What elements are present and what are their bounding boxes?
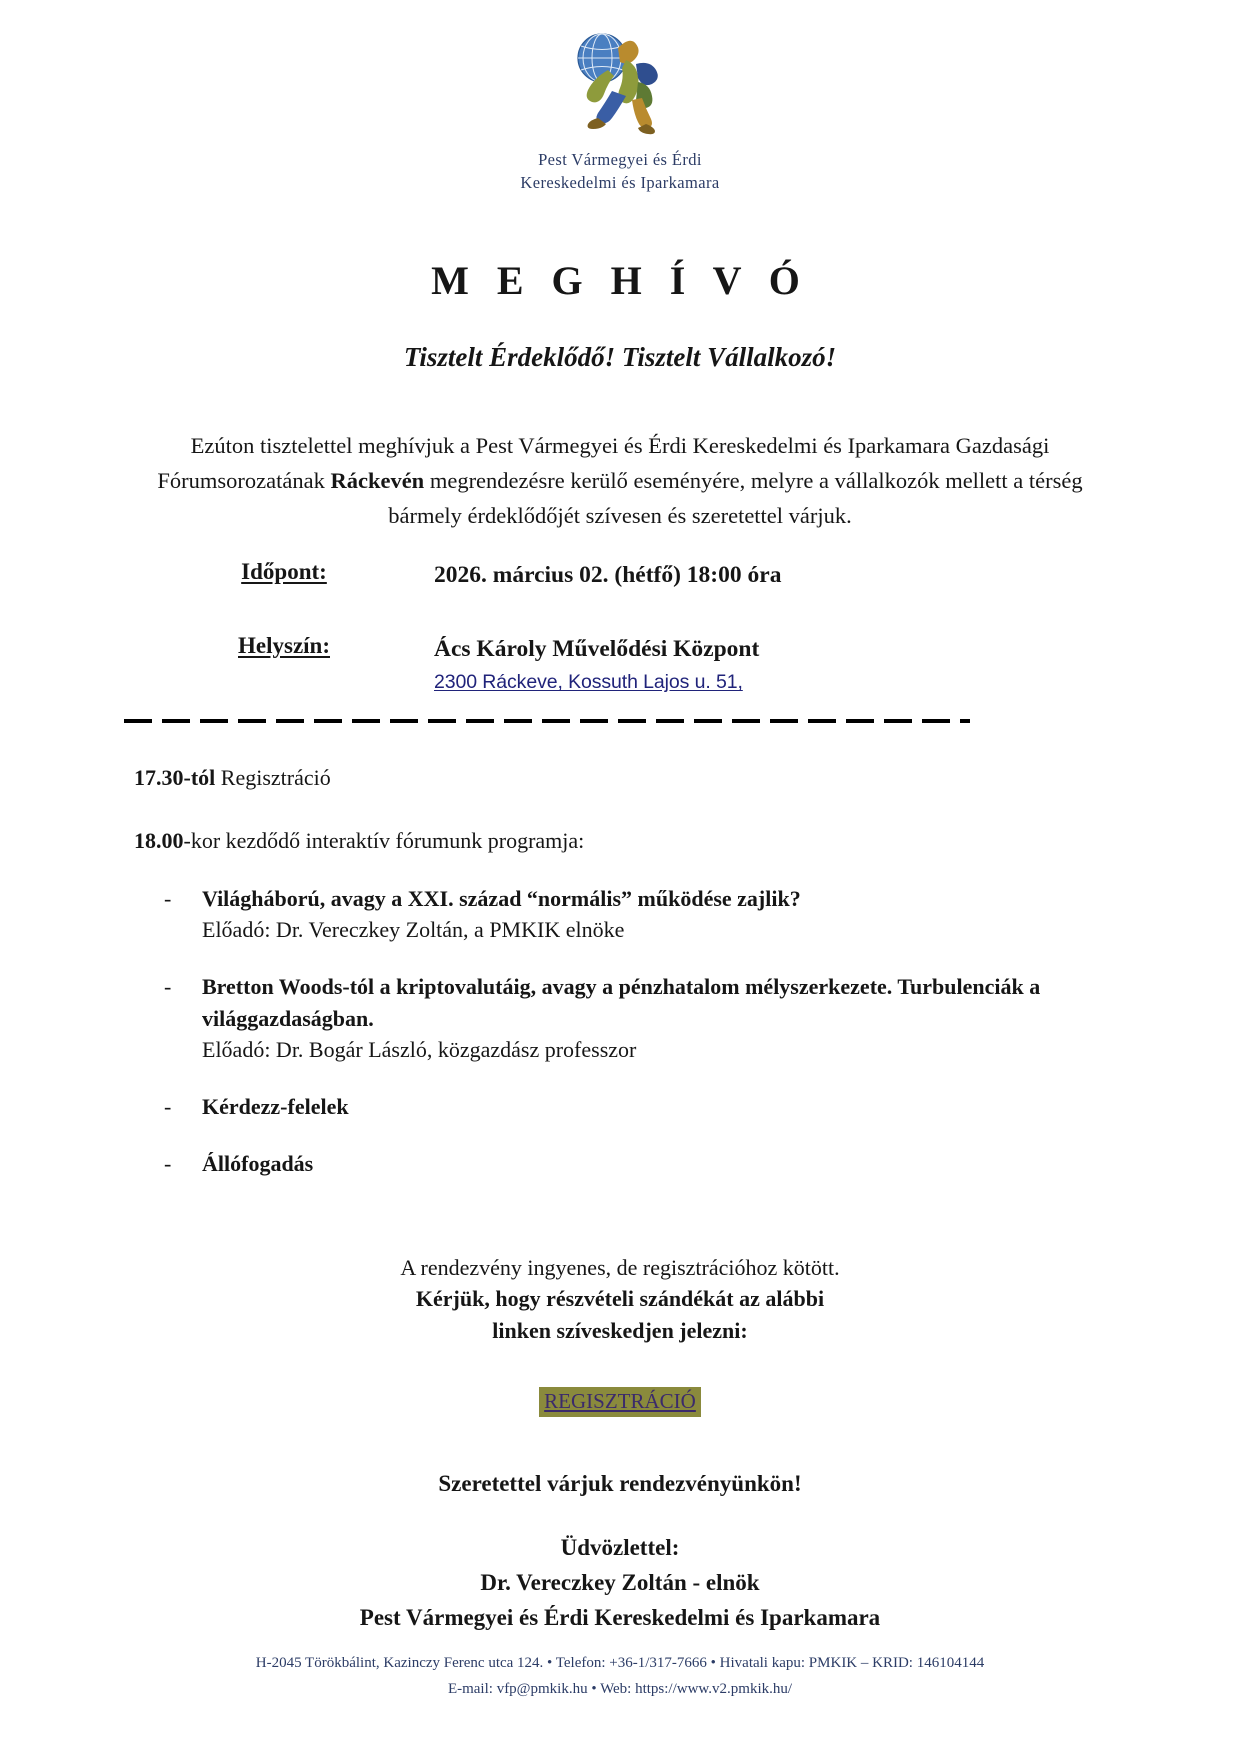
registration-link-wrapper — [134, 1387, 1106, 1417]
intro-highlight: Ráckevén — [330, 467, 425, 493]
closing-block — [134, 1471, 1106, 1636]
logo-line-1: Pest Vármegyei és Érdi — [538, 150, 702, 169]
letterhead-logo — [134, 0, 1106, 195]
list-item-body — [202, 1091, 1106, 1122]
cta-line-1: A rendezvény ingyenes, de regisztrációhoz kötött. — [400, 1254, 840, 1280]
bullet-dash-icon: - — [164, 1151, 172, 1177]
cta-line-3: linken szíveskedjen jelezni: — [492, 1318, 748, 1344]
date-value: 2026. március 02. (hétfő) 18:00 óra — [434, 562, 782, 589]
program-start-line — [134, 824, 1106, 857]
list-item-speaker: Előadó: Dr. Bogár László, közgazdász professzor — [202, 1036, 637, 1062]
list-item-title: Bretton Woods-tól a kriptovalutáig, avagy a pénzhatalom mélyszerkezete. Turbulenciák a világgazdaságban. — [202, 974, 1041, 1031]
list-item — [164, 1148, 1106, 1179]
list-item-speaker: Előadó: Dr. Vereczkey Zoltán, a PMKIK elnöke — [202, 917, 625, 943]
list-item — [164, 1091, 1106, 1122]
list-item — [164, 883, 1106, 945]
list-item-body — [202, 971, 1106, 1065]
logo-text — [134, 148, 1106, 195]
signature-org: Pest Vármegyei és Érdi Kereskedelmi és Iparkamara — [359, 1605, 881, 1631]
venue-label: Helyszín: — [238, 632, 330, 658]
signature-block — [134, 1531, 1106, 1636]
bullet-dash-icon: - — [164, 885, 172, 911]
list-item-body — [202, 1148, 1106, 1179]
page-title: M E G H Í V Ó — [431, 257, 809, 303]
date-row — [134, 559, 1106, 592]
footer-line-1: H-2045 Törökbálint, Kazinczy Ferenc utca 124. • Telefon: +36-1/317-7666 • Hivatali kapu: PMKIK – KRID: 146104144 — [255, 1655, 985, 1671]
registration-text: Regisztráció — [215, 764, 331, 790]
bullet-dash-icon: - — [164, 1094, 172, 1120]
registration-link[interactable]: REGISZTRÁCIÓ — [539, 1387, 701, 1417]
list-item-title: Kérdezz-felelek — [202, 1094, 349, 1120]
dashed-divider — [124, 719, 970, 723]
list-item-title: Világháború, avagy a XXI. század “normális” működése zajlik? — [202, 885, 801, 911]
venue-address-link[interactable]: 2300 Ráckeve, Kossuth Lajos u. 51, — [434, 671, 743, 694]
intro-paragraph — [134, 429, 1106, 534]
venue-row — [134, 633, 1106, 697]
intro-part-2: megrendezésre kerülő eseményére, melyre a vállalkozók mellett a térség bármely érdeklődőjét szívesen és szeretettel várjuk. — [388, 467, 1083, 528]
logo-line-2: Kereskedelmi és Iparkamara — [520, 173, 720, 193]
bullet-dash-icon: - — [164, 974, 172, 1000]
program-start-text: -kor kezdődő interaktív fórumunk programja: — [183, 827, 585, 853]
closing-welcome: Szeretettel várjuk rendezvényünkön! — [438, 1471, 802, 1497]
program-start-time: 18.00 — [134, 827, 184, 853]
program-list — [134, 883, 1106, 1180]
date-label: Időpont: — [241, 559, 327, 585]
globe-figure-logo-icon — [540, 26, 700, 144]
page-subtitle: Tisztelt Érdeklődő! Tisztelt Vállalkozó! — [403, 341, 837, 372]
venue-value — [434, 633, 759, 697]
signature-regards: Üdvözlettel: — [560, 1535, 680, 1561]
intro-part-1: Ezúton tisztelettel meghívjuk a Pest Vármegyei és Érdi Kereskedelmi és Iparkamara Gazdasági Fórumsorozatának — [157, 432, 1050, 493]
cta-block — [134, 1252, 1106, 1348]
cta-line-2: Kérjük, hogy részvételi szándékát az alábbi — [415, 1286, 825, 1312]
list-item — [164, 971, 1106, 1065]
list-item-body — [202, 883, 1106, 945]
registration-time-line — [134, 761, 1106, 794]
signature-name: Dr. Vereczkey Zoltán - elnök — [480, 1570, 760, 1596]
footer-line-2: E-mail: vfp@pmkik.hu • Web: https://www.v2.pmkik.hu/ — [447, 1680, 793, 1697]
page-footer — [0, 1651, 1240, 1702]
list-item-title: Állófogadás — [202, 1151, 314, 1177]
venue-name: Ács Károly Művelődési Központ — [434, 635, 760, 662]
registration-time: 17.30-tól — [134, 764, 216, 790]
